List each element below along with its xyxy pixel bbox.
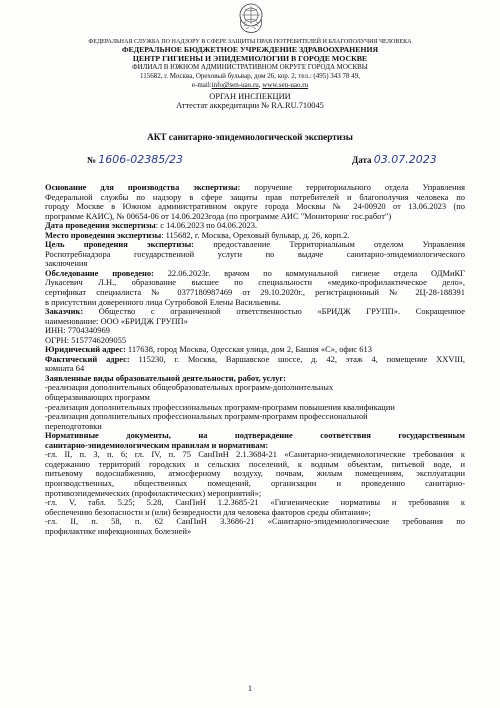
accreditation: Аттестат аккредитации № RA.RU.710045 xyxy=(176,101,324,110)
norm-item: содержанию территорий городских и сельских поселений, к водным объектам, питьевой воде, и xyxy=(45,458,465,469)
basis-text: Федеральной службы по надзору в сфере защиты прав потребителей и благополучия человека по xyxy=(45,191,465,202)
norm-item: противоэпидемических (профилактических) мероприятий»; xyxy=(45,487,262,498)
basis-line: Основание для производства экспертизы: поручение территориального отдела Управления xyxy=(45,182,466,192)
basis-text: городу Москве в Южном административном округе города Москвы № 24-00920 от 13.06.2023 (по xyxy=(45,201,465,212)
norm-item: -гл. II, п. 3, п. 6; гл. IV, п. 75 СанПиН 2.1.3684-21 «Санитарно-эпидемиологические требования к xyxy=(45,449,465,460)
exam-text: в присутствии доверенного лица Сутробовой Елены Васильевны. xyxy=(45,296,281,307)
exam-line: Обследование проведено: 22.06.2023г. врачом по коммунальной гигиене отдела ОДМиКГ xyxy=(45,267,465,278)
document-title: АКТ санитарно-эпидемиологической экспертизы xyxy=(147,132,353,142)
norms-heading: Нормативные документы, на подтверждение соответствия государственным xyxy=(45,430,465,441)
exam-text: сертификат специалиста № 0377180987469 от 29.10.2020г., регистрационный № 2Ц-28-188391 xyxy=(45,287,465,298)
branch-name: ФИЛИАЛ В ЮЖНОМ АДМИНИСТРАТИВНОМ ОКРУГЕ ГОРОДА МОСКВЫ xyxy=(132,63,368,71)
activity-item: общеразвивающих программ xyxy=(45,392,150,403)
branch-address: 115682, г. Москва, Ореховый бульвар, дом 26, кор. 2, тел.: (495) 343 78 49, xyxy=(139,72,361,80)
norm-item: -гл. V, табл. 5.25; 5.28, СанПиН 1.2.3685-21 «Гигиенические нормативы и требования к xyxy=(45,497,465,508)
norm-item: обеспечению безопасности и (или) безвредности для человека факторов среды обитания»; xyxy=(45,506,371,517)
agency-name: ФЕДЕРАЛЬНАЯ СЛУЖБА ПО НАДЗОРУ В СФЕРЕ ЗАЩИТЫ ПРАВ ПОТРЕБИТЕЛЕЙ И БЛАГОПОЛУЧИЯ ЧЕЛОВЕКА xyxy=(88,38,412,45)
activity-item: -реализация дополнительных общеобразовательных программ-дополнительных xyxy=(45,382,334,393)
ogrn: ОГРН: 5157746209055 xyxy=(45,334,127,345)
purpose-line: Цель проведения экспертизы: предоставление Территориальным отделом Управления xyxy=(45,239,465,250)
page-number: 1 xyxy=(247,683,253,693)
basis-text: программе КАИС), № 00654-06 от 14.06.2023года (по программе АИС "Мониторинг гос.работ") xyxy=(45,210,392,221)
exam-text: Лукасевич Л.Н., образование высшее по специальности «медико-профилактическое дело», xyxy=(45,277,465,288)
purpose-text: заключения xyxy=(45,258,88,269)
actual-address: Фактический адрес: 115230, г. Москва, Варшавское шоссе, д. 42, этаж 4, помещение XXVIII, xyxy=(45,353,465,364)
dates-line: Дата проведения экспертизы: с 14.06.2023 по 04.06.2023. xyxy=(45,220,258,231)
norm-item: профилактике инфекционных болезней» xyxy=(45,525,192,536)
document-body xyxy=(45,183,465,536)
center-name: ЦЕНТР ГИГИЕНЫ И ЭПИДЕМИОЛОГИИ В ГОРОДЕ МОСКВЕ xyxy=(132,54,368,63)
inn: ИНН: 7704340969 xyxy=(45,325,110,336)
norms-heading: санитарно-эпидемиологическим правилам и нормативам: xyxy=(45,439,269,450)
email-link[interactable]: info@sen-uao.ru xyxy=(211,81,259,89)
activity-item: -реализация дополнительных профессиональных программ-программ профессиональной xyxy=(45,411,368,422)
act-number: № 1606-02385/23 xyxy=(87,153,183,166)
activity-item: переподготовки xyxy=(45,420,102,431)
client-text: наименование: ООО «БРИДЖ ГРУПП» xyxy=(45,315,188,326)
website-link[interactable]: www.sen-uao.ru xyxy=(262,81,309,89)
norm-item: -гл. II, п. 58, п. 62 СанПиН 3.3686-21 «Санитарно-эпидемиологические требования по xyxy=(45,516,465,527)
client-line: Заказчик: Общество с ограниченной ответственностью «БРИДЖ ГРУПП». Сокращенное xyxy=(45,306,465,317)
inspection-body: ОРГАН ИНСПЕКЦИИ xyxy=(209,92,291,101)
act-date-handwritten: 03.07.2023 xyxy=(373,153,437,166)
purpose-text: Роспотребнадзора государственной услуги по выдаче санитарно-эпидемиологического xyxy=(45,248,465,259)
place-line: Место проведения экспертизы: 115682, г. Москва, Ореховый бульвар, д. 26, корп.2. xyxy=(45,229,350,240)
actual-address-text: комната 64 xyxy=(45,363,85,374)
norm-item: питьевому водоснабжению, атмосферному воздуху, почвам, жилым помещениям, эксплуатации xyxy=(45,468,465,479)
contact-line: e-mail:info@sen-uao.ru, www.sen-uao.ru xyxy=(191,81,309,89)
act-date: Дата 03.07.2023 xyxy=(352,153,437,166)
activities-heading: Заявленные виды образовательной деятельности, работ, услуг: xyxy=(45,372,286,383)
act-number-handwritten: 1606-02385/23 xyxy=(98,153,183,166)
activity-item: -реализация дополнительных профессиональных программ-программ повышения квалификации xyxy=(45,401,395,412)
rospotrebnadzor-emblem-icon xyxy=(237,3,265,35)
institution-name: ФЕДЕРАЛЬНОЕ БЮДЖЕТНОЕ УЧРЕЖДЕНИЕ ЗДРАВООХРАНЕНИЯ xyxy=(121,45,379,54)
legal-address: Юридический адрес: 117638, город Москва, Одесская улица, дом 2, Башня «С», офис 613 xyxy=(45,344,372,355)
norm-item: производственных, общественных помещений, организации и проведению санитарно- xyxy=(45,477,465,488)
